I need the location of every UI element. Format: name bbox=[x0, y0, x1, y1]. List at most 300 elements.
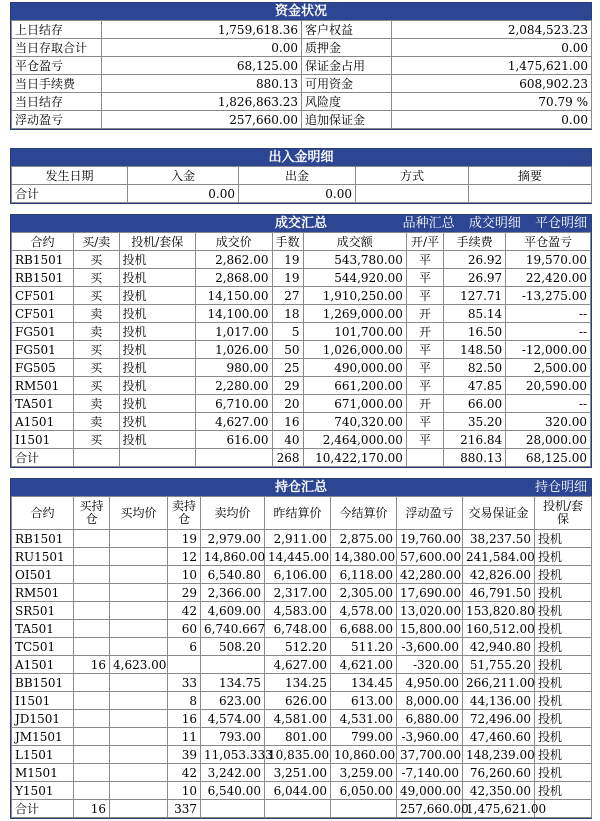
position-cell-bq bbox=[74, 674, 110, 692]
funds-label: 可用资金 bbox=[302, 75, 392, 93]
position-cell-bp bbox=[110, 530, 168, 548]
position-cell-ys: 626.00 bbox=[265, 692, 331, 710]
trade-cell-amt: 101,700.00 bbox=[303, 323, 406, 341]
position-cell-c: A1501 bbox=[12, 656, 74, 674]
trade-cell-bs: 卖 bbox=[74, 413, 119, 431]
trade-cell-sp: 投机 bbox=[119, 413, 196, 431]
position-cell-m: 44,136.00 bbox=[463, 692, 535, 710]
trade-cell-bs: 买 bbox=[74, 359, 119, 377]
funds-value: 1,759,618.36 bbox=[102, 21, 302, 39]
position-cell-ts: 4,578.00 bbox=[331, 602, 397, 620]
position-cell-sp: 4,574.00 bbox=[201, 710, 265, 728]
total-pnl: 68,125.00 bbox=[506, 449, 591, 467]
funds-value: 0.00 bbox=[392, 111, 592, 129]
positions-header-row bbox=[12, 497, 592, 530]
position-cell-sq: 11 bbox=[168, 728, 201, 746]
total-buy-qty: 16 bbox=[74, 800, 110, 818]
table-row bbox=[12, 782, 592, 800]
header-cell: 投机/套保 bbox=[535, 497, 592, 530]
table-row bbox=[12, 602, 592, 620]
trade-cell-qty: 29 bbox=[272, 377, 303, 395]
position-cell-bq bbox=[74, 530, 110, 548]
funds-value: 880.13 bbox=[102, 75, 302, 93]
position-cell-ys: 10,835.00 bbox=[265, 746, 331, 764]
funds-value: 1,826,863.23 bbox=[102, 93, 302, 111]
position-cell-bq bbox=[74, 728, 110, 746]
total-in: 0.00 bbox=[128, 185, 239, 203]
trade-cell-qty: 20 bbox=[272, 395, 303, 413]
link-variety-summary[interactable]: 品种汇总 bbox=[402, 216, 455, 231]
header-cell: 今结算价 bbox=[331, 497, 397, 530]
position-cell-fp: 49,000.00 bbox=[397, 782, 463, 800]
header-cell: 昨结算价 bbox=[265, 497, 331, 530]
trade-cell-oc: 平 bbox=[406, 359, 443, 377]
position-cell-c: Y1501 bbox=[12, 782, 74, 800]
position-cell-bq bbox=[74, 764, 110, 782]
position-cell-m: 42,350.00 bbox=[463, 782, 535, 800]
position-cell-ts: 6,688.00 bbox=[331, 620, 397, 638]
position-cell-m: 153,820.80 bbox=[463, 602, 535, 620]
position-cell-fp: -7,140.00 bbox=[397, 764, 463, 782]
position-cell-ts: 2,305.00 bbox=[331, 584, 397, 602]
total-empty bbox=[74, 449, 119, 467]
trade-cell-c: FG501 bbox=[12, 341, 74, 359]
deposit-total-row bbox=[12, 185, 592, 203]
trade-cell-pnl: -13,275.00 bbox=[506, 287, 591, 305]
total-empty bbox=[265, 800, 331, 818]
position-cell-bp bbox=[110, 710, 168, 728]
trade-cell-qty: 19 bbox=[272, 269, 303, 287]
position-cell-sp: 4,609.00 bbox=[201, 602, 265, 620]
position-cell-ys: 4,583.00 bbox=[265, 602, 331, 620]
trade-cell-qty: 18 bbox=[272, 305, 303, 323]
total-qty: 268 bbox=[272, 449, 303, 467]
trade-cell-fee: 16.50 bbox=[444, 323, 506, 341]
position-cell-sq: 10 bbox=[168, 782, 201, 800]
trades-total-row bbox=[12, 449, 591, 467]
position-cell-sp bbox=[201, 656, 265, 674]
position-cell-ys: 134.25 bbox=[265, 674, 331, 692]
trade-cell-price: 2,868.00 bbox=[196, 269, 273, 287]
trade-cell-fee: 47.85 bbox=[444, 377, 506, 395]
trade-cell-oc: 平 bbox=[406, 413, 443, 431]
position-cell-m: 51,755.20 bbox=[463, 656, 535, 674]
trade-cell-qty: 5 bbox=[272, 323, 303, 341]
trade-cell-pnl: -- bbox=[506, 323, 591, 341]
position-cell-sq: 12 bbox=[168, 548, 201, 566]
table-row bbox=[12, 620, 592, 638]
position-cell-ts: 6,118.00 bbox=[331, 566, 397, 584]
position-cell-sp: 623.00 bbox=[201, 692, 265, 710]
positions-table bbox=[11, 496, 592, 818]
funds-label: 追加保证金 bbox=[302, 111, 392, 129]
position-cell-ts: 3,259.00 bbox=[331, 764, 397, 782]
trade-cell-amt: 740,320.00 bbox=[303, 413, 406, 431]
trade-cell-fee: 26.97 bbox=[444, 269, 506, 287]
position-cell-sq: 39 bbox=[168, 746, 201, 764]
position-cell-fp: 57,600.00 bbox=[397, 548, 463, 566]
trade-cell-pnl: 320.00 bbox=[506, 413, 591, 431]
trade-cell-amt: 671,000.00 bbox=[303, 395, 406, 413]
trade-cell-price: 14,150.00 bbox=[196, 287, 273, 305]
funds-section bbox=[10, 2, 592, 130]
trade-cell-price: 14,100.00 bbox=[196, 305, 273, 323]
position-cell-ys: 2,911.00 bbox=[265, 530, 331, 548]
position-cell-sp: 6,740.667 bbox=[201, 620, 265, 638]
header-cell: 平仓盈亏 bbox=[506, 233, 591, 251]
trade-cell-fee: 148.50 bbox=[444, 341, 506, 359]
trade-cell-oc: 平 bbox=[406, 251, 443, 269]
trades-section bbox=[10, 214, 592, 468]
funds-value: 1,475,621.00 bbox=[392, 57, 592, 75]
link-trade-detail[interactable]: 成交明细 bbox=[468, 216, 521, 231]
position-cell-fp: 6,880.00 bbox=[397, 710, 463, 728]
trade-cell-amt: 1,269,000.00 bbox=[303, 305, 406, 323]
positions-section bbox=[10, 478, 592, 819]
total-empty bbox=[406, 449, 443, 467]
position-cell-bq bbox=[74, 782, 110, 800]
position-cell-ts: 4,531.00 bbox=[331, 710, 397, 728]
trade-cell-c: RB1501 bbox=[12, 269, 74, 287]
trade-cell-sp: 投机 bbox=[119, 377, 196, 395]
trade-cell-pnl: 22,420.00 bbox=[506, 269, 591, 287]
position-cell-t: 投机 bbox=[535, 674, 592, 692]
table-row bbox=[12, 431, 591, 449]
position-cell-bp bbox=[110, 728, 168, 746]
position-cell-ys: 14,445.00 bbox=[265, 548, 331, 566]
total-sell-qty: 337 bbox=[168, 800, 201, 818]
position-cell-ts: 10,860.00 bbox=[331, 746, 397, 764]
funds-value: 608,902.23 bbox=[392, 75, 592, 93]
position-cell-t: 投机 bbox=[535, 584, 592, 602]
funds-table bbox=[11, 20, 592, 129]
table-row bbox=[12, 251, 591, 269]
position-cell-t: 投机 bbox=[535, 782, 592, 800]
funds-value: 68,125.00 bbox=[102, 57, 302, 75]
funds-row bbox=[12, 21, 592, 39]
position-cell-c: SR501 bbox=[12, 602, 74, 620]
trade-cell-sp: 投机 bbox=[119, 269, 196, 287]
table-row bbox=[12, 548, 592, 566]
position-cell-sp: 14,860.00 bbox=[201, 548, 265, 566]
position-cell-ts: 4,621.00 bbox=[331, 656, 397, 674]
trade-cell-sp: 投机 bbox=[119, 341, 196, 359]
total-summary bbox=[469, 185, 592, 203]
trades-header bbox=[11, 215, 591, 232]
position-cell-sp: 2,979.00 bbox=[201, 530, 265, 548]
trade-cell-pnl: 19,570.00 bbox=[506, 251, 591, 269]
trade-cell-pnl: 20,590.00 bbox=[506, 377, 591, 395]
total-margin: 1,475,621.00 bbox=[463, 800, 535, 818]
position-cell-fp: 15,800.00 bbox=[397, 620, 463, 638]
position-cell-m: 47,460.60 bbox=[463, 728, 535, 746]
total-empty bbox=[201, 800, 265, 818]
position-cell-ts: 6,050.00 bbox=[331, 782, 397, 800]
trade-cell-qty: 50 bbox=[272, 341, 303, 359]
trade-cell-pnl: -12,000.00 bbox=[506, 341, 591, 359]
position-cell-bq bbox=[74, 746, 110, 764]
trade-cell-oc: 开 bbox=[406, 395, 443, 413]
funds-row bbox=[12, 57, 592, 75]
header-cell: 买持仓 bbox=[74, 497, 110, 530]
header-cell: 卖持仓 bbox=[168, 497, 201, 530]
position-cell-bp bbox=[110, 638, 168, 656]
funds-row bbox=[12, 111, 592, 129]
funds-label: 质押金 bbox=[302, 39, 392, 57]
position-cell-m: 160,512.00 bbox=[463, 620, 535, 638]
trade-cell-fee: 35.20 bbox=[444, 413, 506, 431]
trade-cell-bs: 买 bbox=[74, 341, 119, 359]
trade-cell-oc: 开 bbox=[406, 305, 443, 323]
positions-links bbox=[525, 479, 587, 496]
position-cell-fp: 19,760.00 bbox=[397, 530, 463, 548]
trade-cell-oc: 平 bbox=[406, 269, 443, 287]
total-empty bbox=[110, 800, 168, 818]
position-cell-t: 投机 bbox=[535, 548, 592, 566]
position-cell-m: 76,260.60 bbox=[463, 764, 535, 782]
table-row bbox=[12, 395, 591, 413]
position-cell-c: JD1501 bbox=[12, 710, 74, 728]
trade-cell-bs: 卖 bbox=[74, 323, 119, 341]
trade-cell-c: RM501 bbox=[12, 377, 74, 395]
funds-value: 2,084,523.23 bbox=[392, 21, 592, 39]
position-cell-c: JM1501 bbox=[12, 728, 74, 746]
deposit-header-row bbox=[12, 167, 592, 185]
funds-label: 上日结存 bbox=[12, 21, 102, 39]
deposit-title: 出入金明细 bbox=[11, 149, 591, 166]
position-cell-m: 42,826.00 bbox=[463, 566, 535, 584]
trade-cell-fee: 66.00 bbox=[444, 395, 506, 413]
total-label: 合计 bbox=[12, 449, 74, 467]
position-cell-m: 266,211.00 bbox=[463, 674, 535, 692]
total-out: 0.00 bbox=[239, 185, 356, 203]
funds-value: 0.00 bbox=[102, 39, 302, 57]
funds-label: 浮动盈亏 bbox=[12, 111, 102, 129]
position-cell-bp bbox=[110, 548, 168, 566]
position-cell-ts: 613.00 bbox=[331, 692, 397, 710]
position-cell-bp bbox=[110, 566, 168, 584]
trade-cell-bs: 卖 bbox=[74, 305, 119, 323]
header-cell: 投机/套保 bbox=[119, 233, 196, 251]
trade-cell-bs: 卖 bbox=[74, 395, 119, 413]
trade-cell-oc: 开 bbox=[406, 323, 443, 341]
position-cell-bp bbox=[110, 692, 168, 710]
funds-value: 0.00 bbox=[392, 39, 592, 57]
trade-cell-oc: 平 bbox=[406, 287, 443, 305]
header-cell: 入金 bbox=[128, 167, 239, 185]
position-cell-bq bbox=[74, 602, 110, 620]
position-cell-m: 42,940.80 bbox=[463, 638, 535, 656]
position-cell-sq bbox=[168, 656, 201, 674]
position-cell-sq: 19 bbox=[168, 530, 201, 548]
position-cell-ts: 511.20 bbox=[331, 638, 397, 656]
trade-cell-price: 1,017.00 bbox=[196, 323, 273, 341]
trade-cell-c: I1501 bbox=[12, 431, 74, 449]
trade-cell-sp: 投机 bbox=[119, 359, 196, 377]
position-cell-sq: 16 bbox=[168, 710, 201, 728]
header-cell: 合约 bbox=[12, 233, 74, 251]
table-row bbox=[12, 305, 591, 323]
trade-cell-amt: 490,000.00 bbox=[303, 359, 406, 377]
position-cell-sp: 793.00 bbox=[201, 728, 265, 746]
total-label: 合计 bbox=[12, 800, 74, 818]
funds-label: 风险度 bbox=[302, 93, 392, 111]
position-cell-fp: 17,690.00 bbox=[397, 584, 463, 602]
position-cell-m: 46,791.50 bbox=[463, 584, 535, 602]
trade-cell-amt: 543,780.00 bbox=[303, 251, 406, 269]
trade-cell-qty: 19 bbox=[272, 251, 303, 269]
position-cell-ts: 799.00 bbox=[331, 728, 397, 746]
header-cell: 成交额 bbox=[303, 233, 406, 251]
trade-cell-c: FG505 bbox=[12, 359, 74, 377]
trade-cell-amt: 1,910,250.00 bbox=[303, 287, 406, 305]
trade-cell-sp: 投机 bbox=[119, 395, 196, 413]
trade-cell-qty: 40 bbox=[272, 431, 303, 449]
position-cell-bp bbox=[110, 782, 168, 800]
position-cell-fp: 13,020.00 bbox=[397, 602, 463, 620]
position-cell-t: 投机 bbox=[535, 656, 592, 674]
position-cell-ys: 6,748.00 bbox=[265, 620, 331, 638]
funds-label: 当日存取合计 bbox=[12, 39, 102, 57]
position-cell-sq: 10 bbox=[168, 566, 201, 584]
trade-cell-price: 1,026.00 bbox=[196, 341, 273, 359]
position-cell-ys: 4,627.00 bbox=[265, 656, 331, 674]
trade-cell-price: 2,862.00 bbox=[196, 251, 273, 269]
trade-cell-bs: 买 bbox=[74, 377, 119, 395]
position-cell-t: 投机 bbox=[535, 728, 592, 746]
table-row bbox=[12, 710, 592, 728]
trade-cell-c: CF501 bbox=[12, 305, 74, 323]
total-empty bbox=[196, 449, 273, 467]
header-cell: 手续费 bbox=[444, 233, 506, 251]
header-cell: 成交价 bbox=[196, 233, 273, 251]
link-position-detail[interactable]: 持仓明细 bbox=[534, 480, 587, 495]
funds-label: 当日结存 bbox=[12, 93, 102, 111]
position-cell-sp: 2,366.00 bbox=[201, 584, 265, 602]
header-cell: 卖均价 bbox=[201, 497, 265, 530]
trade-cell-c: RB1501 bbox=[12, 251, 74, 269]
trade-cell-sp: 投机 bbox=[119, 431, 196, 449]
trade-cell-amt: 544,920.00 bbox=[303, 269, 406, 287]
position-cell-sq: 42 bbox=[168, 764, 201, 782]
trade-cell-price: 6,710.00 bbox=[196, 395, 273, 413]
table-row bbox=[12, 656, 592, 674]
trade-cell-pnl: 2,500.00 bbox=[506, 359, 591, 377]
position-cell-sq: 42 bbox=[168, 602, 201, 620]
table-row bbox=[12, 377, 591, 395]
position-cell-bp bbox=[110, 584, 168, 602]
position-cell-ts: 134.45 bbox=[331, 674, 397, 692]
position-cell-t: 投机 bbox=[535, 530, 592, 548]
position-cell-fp: -320.00 bbox=[397, 656, 463, 674]
position-cell-t: 投机 bbox=[535, 566, 592, 584]
deposit-table bbox=[11, 166, 592, 203]
position-cell-t: 投机 bbox=[535, 764, 592, 782]
trades-title: 成交汇总 bbox=[274, 216, 327, 231]
position-cell-m: 72,496.00 bbox=[463, 710, 535, 728]
trade-cell-pnl: -- bbox=[506, 305, 591, 323]
trade-cell-c: TA501 bbox=[12, 395, 74, 413]
table-row bbox=[12, 341, 591, 359]
position-cell-ys: 801.00 bbox=[265, 728, 331, 746]
trade-cell-amt: 661,200.00 bbox=[303, 377, 406, 395]
trade-cell-bs: 买 bbox=[74, 251, 119, 269]
header-cell: 出金 bbox=[239, 167, 356, 185]
position-cell-sq: 8 bbox=[168, 692, 201, 710]
position-cell-sp: 6,540.00 bbox=[201, 782, 265, 800]
funds-value: 257,660.00 bbox=[102, 111, 302, 129]
trade-cell-price: 4,627.00 bbox=[196, 413, 273, 431]
trade-cell-oc: 平 bbox=[406, 431, 443, 449]
position-cell-sp: 6,540.80 bbox=[201, 566, 265, 584]
position-cell-c: RU1501 bbox=[12, 548, 74, 566]
position-cell-bq bbox=[74, 566, 110, 584]
position-cell-fp: 37,700.00 bbox=[397, 746, 463, 764]
trade-cell-price: 2,280.00 bbox=[196, 377, 273, 395]
position-cell-sq: 60 bbox=[168, 620, 201, 638]
funds-row bbox=[12, 93, 592, 111]
table-row bbox=[12, 764, 592, 782]
total-float-pnl: 257,660.00 bbox=[397, 800, 463, 818]
table-row bbox=[12, 413, 591, 431]
trade-cell-price: 980.00 bbox=[196, 359, 273, 377]
position-cell-sq: 33 bbox=[168, 674, 201, 692]
position-cell-sq: 29 bbox=[168, 584, 201, 602]
position-cell-t: 投机 bbox=[535, 638, 592, 656]
position-cell-fp: 8,000.00 bbox=[397, 692, 463, 710]
total-fee: 880.13 bbox=[444, 449, 506, 467]
table-row bbox=[12, 728, 592, 746]
position-cell-t: 投机 bbox=[535, 692, 592, 710]
trade-cell-c: CF501 bbox=[12, 287, 74, 305]
header-cell: 买/卖 bbox=[74, 233, 119, 251]
trade-cell-sp: 投机 bbox=[119, 287, 196, 305]
positions-total-row bbox=[12, 800, 592, 818]
position-cell-bp bbox=[110, 746, 168, 764]
table-row bbox=[12, 692, 592, 710]
table-row bbox=[12, 530, 592, 548]
trade-cell-bs: 买 bbox=[74, 431, 119, 449]
position-cell-sp: 508.20 bbox=[201, 638, 265, 656]
header-cell: 浮动盈亏 bbox=[397, 497, 463, 530]
trade-cell-amt: 1,026,000.00 bbox=[303, 341, 406, 359]
position-cell-bq bbox=[74, 638, 110, 656]
trade-cell-bs: 买 bbox=[74, 269, 119, 287]
trade-cell-fee: 127.71 bbox=[444, 287, 506, 305]
position-cell-bq bbox=[74, 548, 110, 566]
funds-row bbox=[12, 75, 592, 93]
trade-cell-oc: 平 bbox=[406, 377, 443, 395]
position-cell-ys: 6,106.00 bbox=[265, 566, 331, 584]
trade-cell-fee: 85.14 bbox=[444, 305, 506, 323]
position-cell-bq: 16 bbox=[74, 656, 110, 674]
header-cell: 摘要 bbox=[469, 167, 592, 185]
trade-cell-oc: 平 bbox=[406, 341, 443, 359]
position-cell-c: TA501 bbox=[12, 620, 74, 638]
trade-cell-qty: 16 bbox=[272, 413, 303, 431]
position-cell-c: BB1501 bbox=[12, 674, 74, 692]
position-cell-ts: 14,380.00 bbox=[331, 548, 397, 566]
trade-cell-sp: 投机 bbox=[119, 305, 196, 323]
total-label: 合计 bbox=[12, 185, 128, 203]
trade-cell-amt: 2,464,000.00 bbox=[303, 431, 406, 449]
trade-cell-qty: 25 bbox=[272, 359, 303, 377]
position-cell-c: I1501 bbox=[12, 692, 74, 710]
table-row bbox=[12, 323, 591, 341]
position-cell-ys: 4,581.00 bbox=[265, 710, 331, 728]
link-close-detail[interactable]: 平仓明细 bbox=[534, 216, 587, 231]
trade-cell-c: FG501 bbox=[12, 323, 74, 341]
